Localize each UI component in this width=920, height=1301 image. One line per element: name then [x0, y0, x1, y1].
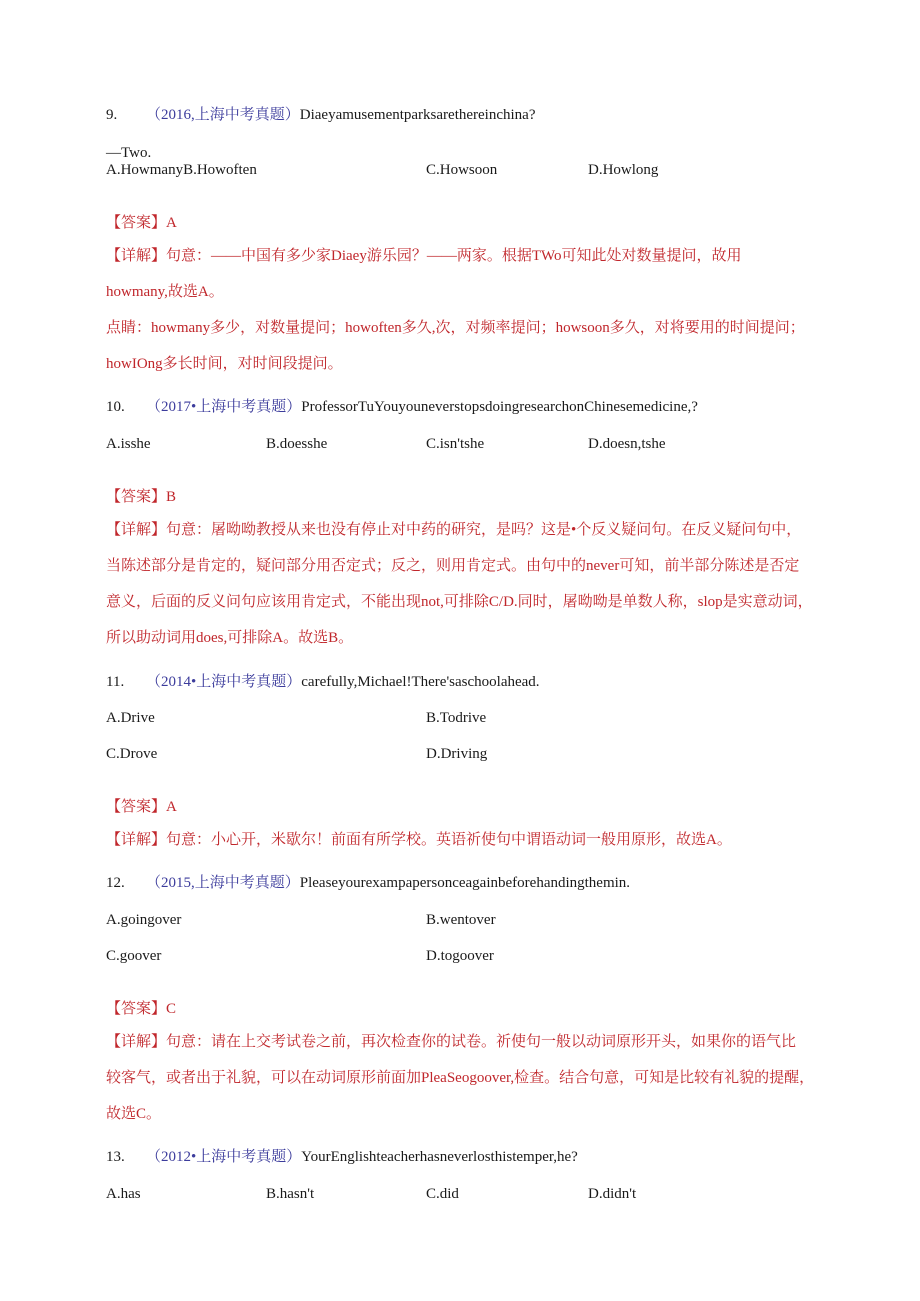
question-stem: Pleaseyourexampapersonceagainbeforehandingthemin.	[299, 875, 631, 891]
question-source: （2017•上海中考真题）	[146, 399, 302, 415]
explanation-line: 故选C。	[106, 1106, 162, 1122]
question-stem: YourEnglishteacherhasneverlosthistemper,he?	[301, 1149, 578, 1165]
question-source: （2012•上海中考真题）	[146, 1149, 302, 1165]
explanation-label: 【详解】	[106, 248, 167, 264]
question-stem: Diaeyamusementparksarethereinchina?	[299, 107, 536, 123]
question-number: 13.	[106, 1149, 125, 1165]
question-10	[106, 395, 698, 416]
explanation-line: howmany,故选A。	[106, 284, 224, 300]
option-d: D.doesn,tshe	[588, 436, 666, 452]
option-c: C.Drove	[106, 746, 158, 762]
option-b: B.wentover	[426, 912, 496, 928]
answer-label: 【答案】B	[106, 489, 177, 505]
explanation-line: 较客气，或者出于礼貌，可以在动词原形前面加PleaSeogoover,检查。结合句意，可知是比较有礼貌的提醒，	[106, 1070, 815, 1086]
explanation-line: 句意：小心开，米歇尔！前面有所学校。英语祈使句中谓语动词一般用原形，故选A。	[166, 832, 732, 848]
option-d: D.Driving	[426, 746, 488, 762]
option-d: D.Howlong	[588, 162, 659, 178]
answer-label: 【答案】A	[106, 799, 177, 815]
option-c: C.goover	[106, 948, 162, 964]
answer-label: 【答案】A	[106, 215, 177, 231]
option-c: C.isn'tshe	[426, 436, 485, 452]
explanation	[106, 822, 732, 858]
question-source: （2016,上海中考真题）	[146, 107, 300, 123]
option-c: C.did	[426, 1186, 459, 1202]
option-b: B.Todrive	[426, 710, 487, 726]
explanation	[106, 1024, 814, 1132]
question-11	[106, 670, 540, 691]
option-b: B.doesshe	[266, 436, 328, 452]
option-a: A.goingover	[106, 912, 182, 928]
option-c: C.Howsoon	[426, 162, 498, 178]
question-source: （2015,上海中考真题）	[146, 875, 300, 891]
option-a-b: A.HowmanyB.Howoften	[106, 162, 257, 178]
question-number: 10.	[106, 399, 125, 415]
explanation-line: 句意：屠呦呦教授从来也没有停止对中药的研究，是吗？这是•个反义疑问句。在反义疑问句中，	[166, 522, 802, 538]
note-line: howIOng多长时间，对时间段提问。	[106, 356, 343, 372]
explanation-line: 当陈述部分是肯定的，疑问部分用否定式；反之，则用肯定式。由句中的never可知，前半部分陈述是否定	[106, 558, 800, 574]
question-number: 9.	[106, 107, 118, 123]
question-stem: ProfessorTuYouyouneverstopsdoingresearchonChinesemedicine,?	[301, 399, 698, 415]
question-9	[106, 103, 535, 124]
explanation-label: 【详解】	[106, 522, 167, 538]
explanation-line: 句意：——中国有多少家Diaey游乐园？——两家。根据TWo可知此处对数量提问，故用	[166, 248, 742, 264]
question-reply: —Two.	[106, 145, 152, 161]
option-a: A.has	[106, 1186, 141, 1202]
answer-label: 【答案】C	[106, 1001, 177, 1017]
note-line: 点睛：howmany多少，对数量提问；howoften多久,次，对频率提问；howsoon多久，对将要用的时间提问；	[106, 320, 805, 336]
explanation-line: 句意：请在上交考试卷之前，再次检查你的试卷。祈使句一般以动词原形开头，如果你的语气比	[166, 1034, 797, 1050]
question-number: 11.	[106, 674, 125, 690]
explanation	[106, 238, 805, 382]
explanation-label: 【详解】	[106, 1034, 167, 1050]
explanation	[106, 512, 813, 656]
explanation-line: 意义，后面的反义问句应该用肯定式，不能出现not,可排除C/D.同时，屠呦呦是单数人称，slop是实意动词，	[106, 594, 813, 610]
question-stem: carefully,Michael!There'saschoolahead.	[301, 674, 540, 690]
question-12	[106, 871, 630, 892]
question-number: 12.	[106, 875, 125, 891]
explanation-line: 所以助动词用does,可排除A。故选B。	[106, 630, 354, 646]
explanation-label: 【详解】	[106, 832, 167, 848]
question-13	[106, 1145, 578, 1166]
option-d: D.didn't	[588, 1186, 637, 1202]
question-source: （2014•上海中考真题）	[146, 674, 302, 690]
option-a: A.Drive	[106, 710, 155, 726]
option-b: B.hasn't	[266, 1186, 315, 1202]
option-d: D.togoover	[426, 948, 494, 964]
option-a: A.isshe	[106, 436, 151, 452]
